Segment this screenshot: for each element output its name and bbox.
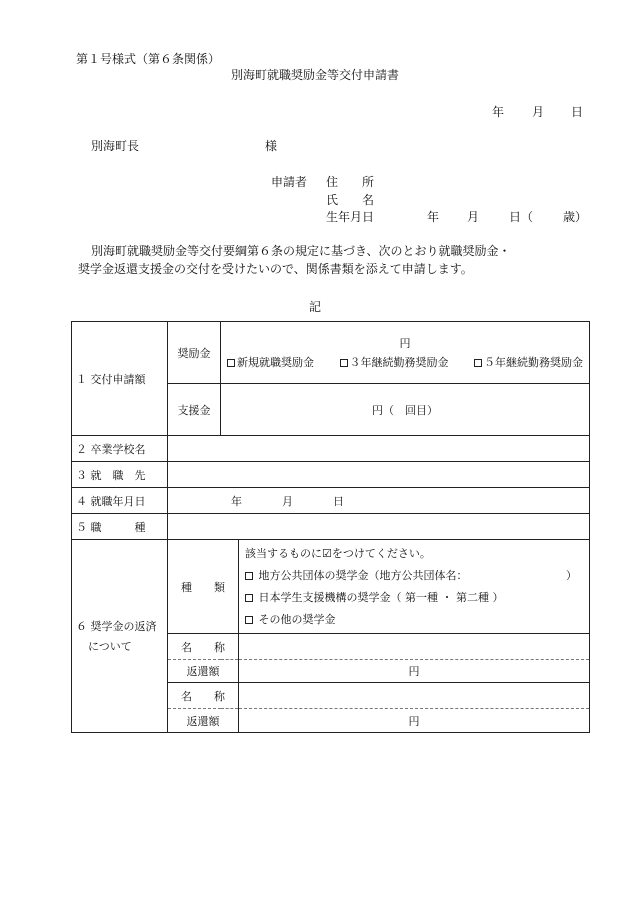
date-month: 月	[532, 105, 545, 119]
applicant-label: 申請者	[271, 175, 308, 189]
name1-label: 名 称	[168, 634, 239, 660]
checkbox-icon[interactable]	[227, 359, 235, 367]
scholarship-instruction: 該当するものに☑をつけてください。	[245, 546, 431, 560]
applicant-birthdate[interactable]: 生年月日	[326, 210, 375, 224]
option-3-year[interactable]: ３年継続勤務奨励金	[340, 354, 449, 370]
checkbox-icon[interactable]	[474, 359, 482, 367]
date-year: 年	[492, 105, 505, 119]
employer-field[interactable]	[168, 462, 590, 488]
name2-label: 名 称	[168, 683, 239, 709]
checkbox-icon[interactable]	[340, 359, 348, 367]
birth-day: 日（	[509, 210, 534, 224]
applicant-age: 歳）	[563, 210, 588, 224]
option-jasso[interactable]: 日本学生支援機構の奨学金（ 第一種 ・ 第二種 ）	[245, 587, 585, 609]
option-new-employment[interactable]: 新規就職奨励金	[227, 354, 314, 370]
applicant-address[interactable]: 住 所	[326, 175, 375, 189]
row1-label: １ 交付申請額	[72, 322, 168, 436]
shoreikin-cell[interactable]	[221, 322, 590, 384]
row3-label: ３ 就 職 先	[72, 462, 168, 488]
emp-month: 月	[282, 494, 293, 508]
amount2-field[interactable]: 円	[239, 709, 590, 733]
row2-label: ２ 卒業学校名	[72, 436, 168, 462]
checkbox-icon[interactable]	[245, 616, 253, 624]
emp-day: 日	[333, 494, 344, 508]
form-number: 第１号様式（第６条関係）	[76, 52, 221, 66]
shienkin-value[interactable]: 円（ 回目）	[221, 384, 590, 436]
option-other[interactable]: その他の奨学金	[245, 609, 585, 631]
birth-year: 年	[427, 210, 440, 224]
body-line-1: 別海町就職奨励金等交付要綱第６条の規定に基づき、次のとおり就職奨励金・	[91, 244, 511, 258]
shienkin-label: 支援金	[168, 384, 221, 436]
ki-heading: 記	[308, 300, 321, 314]
checkbox-icon[interactable]	[245, 594, 253, 602]
shurui-label: 種 類	[168, 540, 239, 634]
amount1-label: 返還額	[168, 660, 239, 683]
amount2-label: 返還額	[168, 709, 239, 733]
honorific: 様	[265, 139, 278, 153]
form-title: 別海町就職奨励金等交付申請書	[230, 68, 399, 82]
row4-label: ４ 就職年月日	[72, 488, 168, 514]
shoreikin-label: 奨励金	[168, 322, 221, 384]
row6-label: ６ 奨学金の返済 について	[72, 540, 168, 733]
row5-label: ５ 職 種	[72, 514, 168, 540]
occupation-field[interactable]	[168, 514, 590, 540]
name2-field[interactable]	[239, 683, 590, 709]
application-table	[71, 321, 590, 733]
scholarship-type-cell	[239, 540, 590, 634]
date-day: 日	[571, 105, 584, 119]
addressee: 別海町長	[91, 139, 140, 153]
checkbox-icon[interactable]	[245, 572, 253, 580]
name1-field[interactable]	[239, 634, 590, 660]
birth-month: 月	[467, 210, 480, 224]
option-5-year[interactable]: ５年継続勤務奨励金	[474, 354, 583, 370]
emp-year: 年	[231, 494, 242, 508]
shoreikin-yen: 円	[399, 337, 411, 350]
body-line-2: 奨学金返還支援金の交付を受けたいので、関係書類を添えて申請します。	[78, 262, 473, 276]
applicant-name[interactable]: 氏 名	[326, 193, 375, 207]
employment-date-field[interactable]	[168, 488, 590, 514]
amount1-field[interactable]: 円	[239, 660, 590, 683]
school-name-field[interactable]	[168, 436, 590, 462]
option-local-gov[interactable]: 地方公共団体の奨学金（地方公共団体名： ）	[245, 565, 585, 587]
